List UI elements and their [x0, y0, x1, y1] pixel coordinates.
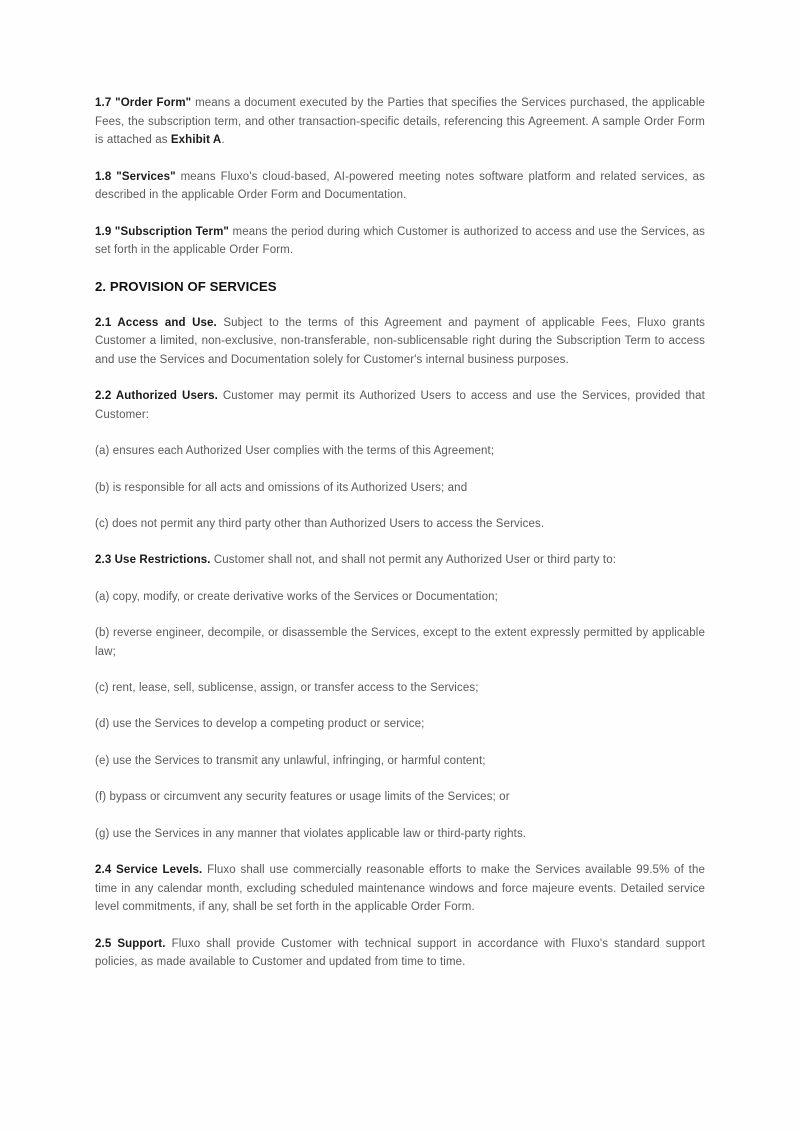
list-item-paragraph	[95, 479, 705, 498]
list-item-paragraph	[95, 588, 705, 607]
clause-text: Subject to the terms of this Agreement and payment of applicable Fees, Fluxo grants Customer a limited, non-exclusive, non-transferable, non-sublicensable right during the Subscription Term to access and use the Services and Documentation solely for Customer's internal business purposes.	[95, 316, 705, 366]
clause-text: means Fluxo's cloud-based, AI-powered meeting notes software platform and related services, as described in the applicable Order Form and Documentation.	[95, 170, 705, 202]
clause-text-tail: .	[221, 134, 225, 147]
clause-text: (e) use the Services to transmit any unlawful, infringing, or harmful content;	[95, 754, 486, 767]
clause-text: means the period during which Customer is authorized to access and use the Services, as set forth in the applicable Order Form.	[95, 225, 705, 257]
list-item-paragraph	[95, 679, 705, 698]
exhibit-reference: Exhibit A	[170, 134, 222, 147]
clause-text: (f) bypass or circumvent any security features or usage limits of the Services; or	[95, 791, 510, 804]
clause-lead-in: 1.8 "Services"	[95, 170, 176, 183]
clause-text: means a document executed by the Parties that specifies the Services purchased, the applicable Fees, the subscription term, and other transaction-specific details, referencing this Agreement. A sample Order Form is attached as	[95, 97, 705, 147]
clause-text: (d) use the Services to develop a competing product or service;	[95, 718, 425, 731]
list-item-paragraph	[95, 788, 705, 807]
clause-text: (b) is responsible for all acts and omissions of its Authorized Users; and	[95, 481, 468, 494]
list-item-paragraph	[95, 624, 705, 661]
clause-text: (g) use the Services in any manner that violates applicable law or third-party rights.	[95, 827, 527, 840]
clause-text: (a) copy, modify, or create derivative works of the Services or Documentation;	[95, 590, 498, 603]
list-item-paragraph	[95, 752, 705, 771]
clause-lead-in: 2.2 Authorized Users.	[95, 390, 218, 403]
clause-paragraph	[95, 935, 705, 972]
clause-paragraph	[95, 94, 705, 150]
clause-paragraph	[95, 314, 705, 370]
clause-paragraph	[95, 168, 705, 205]
list-item-paragraph	[95, 515, 705, 534]
clause-lead-in: 2.5 Support.	[95, 937, 166, 950]
clause-lead-in: 2.1 Access and Use.	[95, 316, 217, 329]
clause-paragraph	[95, 861, 705, 917]
clause-text: Fluxo shall provide Customer with technical support in accordance with Fluxo's standard support policies, as made available to Customer and updated from time to time.	[95, 937, 705, 969]
list-item-paragraph	[95, 825, 705, 844]
list-item-paragraph	[95, 442, 705, 461]
clause-text: Customer shall not, and shall not permit any Authorized User or third party to:	[210, 554, 617, 567]
list-item-paragraph	[95, 715, 705, 734]
section-heading: 2. PROVISION OF SERVICES	[95, 278, 277, 294]
clause-text: (c) rent, lease, sell, sublicense, assign, or transfer access to the Services;	[95, 682, 479, 695]
document-body	[95, 94, 705, 972]
clause-lead-in: 1.7 "Order Form"	[95, 97, 192, 109]
clause-text: Customer may permit its Authorized Users to access and use the Services, provided that Customer:	[95, 390, 705, 421]
clause-paragraph	[95, 387, 705, 424]
clause-paragraph	[95, 223, 705, 260]
clause-lead-in: 2.3 Use Restrictions.	[95, 554, 211, 567]
clause-lead-in: 1.9 "Subscription Term"	[95, 225, 229, 238]
clause-text: Fluxo shall use commercially reasonable efforts to make the Services available 99.5% of the time in any calendar month, excluding scheduled maintenance windows and force majeure events. Detailed service level commitments, if any, shall be set forth in the applicable Order Form.	[95, 864, 706, 914]
clause-text: (a) ensures each Authorized User complies with the terms of this Agreement;	[95, 445, 495, 458]
clause-text: (b) reverse engineer, decompile, or disassemble the Services, except to the extent expressly permitted by applicable law;	[95, 627, 705, 658]
clause-paragraph	[95, 551, 705, 570]
clause-text: (c) does not permit any third party other than Authorized Users to access the Services.	[95, 517, 545, 530]
clause-lead-in: 2.4 Service Levels.	[95, 864, 203, 876]
